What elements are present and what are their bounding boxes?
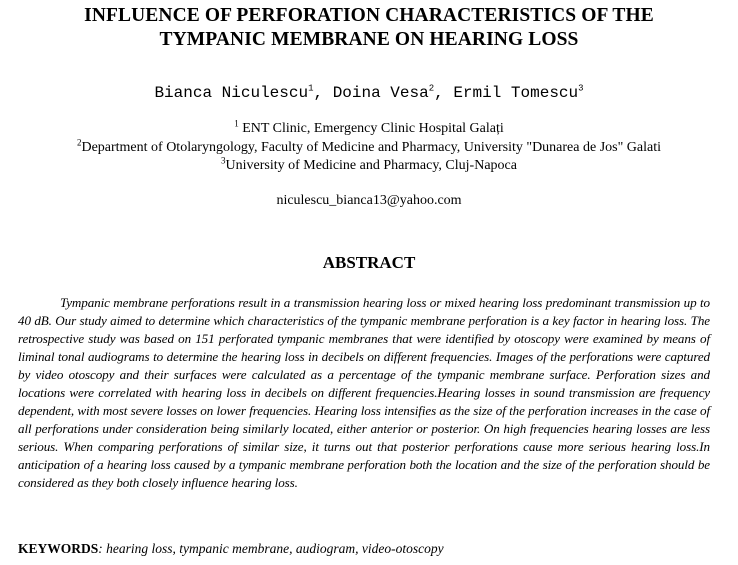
affiliation-text: University of Medicine and Pharmacy, Cluj-Napoca [225,158,517,173]
author-affiliation-mark: 2 [428,83,435,94]
affiliation-1 [0,120,738,138]
author-name: Bianca Niculescu [154,84,309,102]
author-separator: , [313,84,333,102]
author-list [0,82,738,104]
keywords-text: : hearing loss, tympanic membrane, audiogram, video-otoscopy [98,541,444,556]
author-email: niculescu_bianca13@yahoo.com [276,193,462,208]
author-affiliation-mark: 3 [578,83,584,94]
author-separator: , [434,84,454,102]
affiliation-3 [0,157,738,175]
affiliation-mark: 1 [234,118,239,129]
author-name: Doina Vesa [332,84,429,102]
keywords-label: KEYWORDS [18,541,99,556]
author-name: Ermil Tomescu [453,84,579,102]
affiliation-mark: 2 [76,137,82,148]
affiliation-text: ENT Clinic, Emergency Clinic Hospital Galați [242,121,504,136]
keywords-line [18,540,718,558]
author-affiliation-mark: 1 [308,83,314,94]
paper-title-line-2: TYMPANIC MEMBRANE ON HEARING LOSS [159,29,579,50]
affiliation-2 [0,139,738,157]
affiliation-text: Department of Otolaryngology, Faculty of Medicine and Pharmacy, University "Dunarea de Jos" Galati [81,140,662,155]
affiliation-mark: 3 [221,155,226,166]
abstract-text: Tympanic membrane perforations result in a transmission hearing loss or mixed hearing loss predominant transmission up to 40 dB. Our study aimed to determine which characteristics of the tympanic membrane perforation is a key factor in hearing loss. The retrospective study was based on 151 perforated tympanic membranes that were identified by otoscopy were examined by means of liminal tonal audiograms to determine the hearing loss in decibels on different frequencies. Images of the perforations were captured by video otoscopy and their surfaces were calculated as a percentage of the tympanic membrane surface. Perforation sizes and locations were correlated with hearing loss in decibels on different frequencies.Hearing losses in sound transmission are frequency dependent, with most severe losses on lower frequencies. Hearing loss intensifies as the size of the perforation increases in the case of all perforations under consideration being similarly located, either anterior or posterior. On high frequencies hearing losses are less serious. When comparing perforations of similar size, it turns out that posterior perforations cause more serious hearing loss.In anticipation of a hearing loss caused by a tympanic membrane perforation both the location and the size of the perforation should be considered as they both closely influence hearing loss. [18,295,710,490]
abstract-heading: ABSTRACT [322,253,416,272]
paper-title-line-1: INFLUENCE OF PERFORATION CHARACTERISTICS OF THE [84,5,654,26]
